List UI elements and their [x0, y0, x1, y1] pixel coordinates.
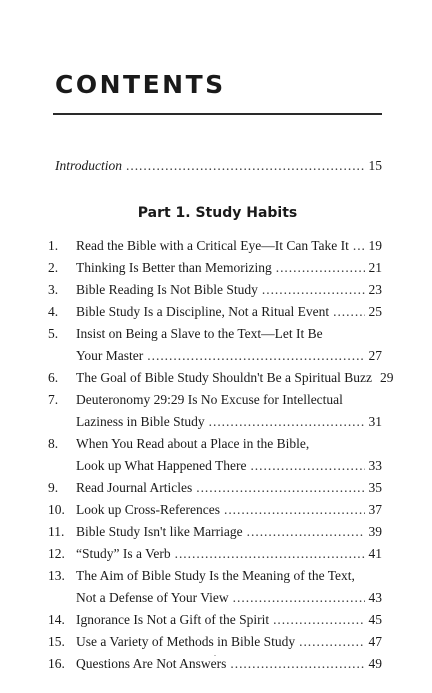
toc-entry-line	[76, 301, 382, 323]
toc-entry-number: 10.	[48, 502, 65, 517]
dot-leader	[147, 345, 364, 367]
toc-page-number: 41	[368, 546, 382, 561]
dot-leader	[224, 499, 365, 521]
toc-entry	[48, 433, 382, 477]
toc-entry-line	[76, 631, 382, 653]
toc-entry-number: 9.	[48, 480, 59, 495]
toc-entry-title: Bible Reading Is Not Bible Study	[76, 282, 258, 297]
toc-entry-body	[76, 389, 382, 433]
toc-entry-line	[76, 521, 382, 543]
toc-entry	[48, 257, 382, 279]
toc-page-number: 33	[368, 458, 382, 473]
toc-entry-line	[76, 477, 382, 499]
heading-rule	[53, 113, 382, 115]
toc-entry	[48, 235, 382, 257]
toc-page-number: 47	[368, 634, 382, 649]
toc-entry-title: Read the Bible with a Critical Eye—It Can Take It	[76, 238, 349, 253]
toc-entry	[48, 499, 382, 521]
toc-page-number: 25	[368, 304, 382, 319]
toc-entry-body	[76, 653, 382, 675]
dot-leader	[233, 587, 365, 609]
page-speck	[214, 655, 216, 656]
toc-entry-line	[76, 609, 382, 631]
toc-entry-number: 13.	[48, 568, 65, 583]
toc-entry-line	[76, 257, 382, 279]
toc-entry-number: 7.	[48, 392, 59, 407]
toc-page-number: 19	[368, 238, 382, 253]
dot-leader	[353, 235, 365, 257]
toc-page-number: 45	[368, 612, 382, 627]
toc-entry-title: Thinking Is Better than Memorizing	[76, 260, 272, 275]
toc-entry-title: Questions Are Not Answers	[76, 656, 227, 671]
toc-entry	[48, 609, 382, 631]
toc-intro-entry	[55, 158, 382, 182]
toc-entry-title: Use a Variety of Methods in Bible Study	[76, 634, 296, 649]
part-heading: Part 1. Study Habits	[137, 205, 298, 221]
toc-page-number: 35	[368, 480, 382, 495]
toc-entry-title: The Aim of Bible Study Is the Meaning of the Text,	[76, 568, 355, 583]
toc-entry-number: 8.	[48, 436, 59, 451]
toc-entry-title: Ignorance Is Not a Gift of the Spirit	[76, 612, 270, 627]
toc-entry-title: Your Master	[76, 348, 144, 363]
toc-entry	[48, 389, 382, 433]
toc-entry-body	[76, 279, 382, 301]
toc-entry	[48, 477, 382, 499]
toc-entry-body	[76, 367, 394, 389]
toc-entry-body	[76, 477, 382, 499]
toc-entry-title: Read Journal Articles	[76, 480, 193, 495]
dot-leader	[262, 279, 365, 301]
toc-entry-line	[76, 235, 382, 257]
toc-page-number: 23	[368, 282, 382, 297]
toc-entry	[48, 521, 382, 543]
toc-entry-body	[76, 631, 382, 653]
toc-entry-body	[76, 235, 382, 257]
toc-entry	[48, 565, 382, 609]
toc-entry-body	[76, 565, 382, 609]
toc-list	[48, 235, 394, 675]
intro-page-number: 15	[368, 158, 382, 173]
dot-leader	[196, 477, 364, 499]
toc-entry-body	[76, 433, 382, 477]
toc-entry	[48, 301, 382, 323]
toc-entry-body	[76, 257, 382, 279]
toc-entry-line	[76, 323, 382, 345]
toc-page-number: 43	[368, 590, 382, 605]
toc-entry-body	[76, 543, 382, 565]
toc-entry-title: Insist on Being a Slave to the Text—Let It Be	[76, 326, 323, 341]
intro-label: Introduction	[55, 158, 122, 173]
toc-entry-title: Bible Study Is a Discipline, Not a Ritual Event	[76, 304, 330, 319]
toc-page-number: 39	[368, 524, 382, 539]
toc-page-number: 29	[380, 370, 394, 385]
toc-entry	[48, 367, 394, 389]
toc-entry-line	[76, 653, 382, 675]
contents-heading: CONTENTS	[55, 70, 226, 99]
toc-entry-line	[76, 565, 382, 587]
toc-entry-line	[76, 455, 382, 477]
toc-entry	[48, 631, 382, 653]
toc-page-number: 31	[368, 414, 382, 429]
dot-leader	[247, 521, 365, 543]
toc-entry-body	[76, 499, 382, 521]
toc-entry-line	[76, 587, 382, 609]
dot-leader	[126, 158, 365, 174]
toc-entry-body	[76, 323, 382, 367]
toc-entry-number: 11.	[48, 524, 65, 539]
toc-entry-title: Not a Defense of Your View	[76, 590, 229, 605]
toc-entry-line	[76, 543, 382, 565]
toc-page-number: 37	[368, 502, 382, 517]
toc-entry-line	[76, 411, 382, 433]
toc-entry-line	[76, 279, 382, 301]
toc-page-number: 49	[368, 656, 382, 671]
toc-entry-line	[76, 433, 382, 455]
dot-leader	[250, 455, 364, 477]
toc-entry	[48, 543, 382, 565]
toc-entry-line	[76, 345, 382, 367]
toc-entry-title: Look up Cross-References	[76, 502, 220, 517]
toc-entry	[48, 279, 382, 301]
toc-entry-line	[76, 389, 382, 411]
toc-entry	[48, 323, 382, 367]
dot-leader	[333, 301, 364, 323]
toc-entry-number: 1.	[48, 238, 59, 253]
dot-leader	[276, 257, 365, 279]
toc-entry-number: 15.	[48, 634, 65, 649]
toc-entry-number: 4.	[48, 304, 59, 319]
toc-entry-line	[76, 367, 394, 389]
toc-entry-body	[76, 609, 382, 631]
toc-page-number: 27	[368, 348, 382, 363]
toc-entry-title: Laziness in Bible Study	[76, 414, 205, 429]
dot-leader	[175, 543, 365, 565]
toc-entry-title: Look up What Happened There	[76, 458, 247, 473]
dot-leader	[273, 609, 364, 631]
dot-leader	[209, 411, 365, 433]
dot-leader	[299, 631, 364, 653]
toc-entry-number: 2.	[48, 260, 59, 275]
toc-entry-number: 16.	[48, 656, 65, 671]
toc-entry-line	[76, 499, 382, 521]
toc-entry-number: 12.	[48, 546, 65, 561]
toc-entry-title: Deuteronomy 29:29 Is No Excuse for Intellectual	[76, 392, 343, 407]
toc-entry-number: 5.	[48, 326, 59, 341]
toc-entry-title: The Goal of Bible Study Shouldn't Be a Spiritual Buzz	[76, 370, 373, 385]
toc-entry	[48, 653, 382, 675]
toc-page-number: 21	[368, 260, 382, 275]
toc-entry-title: When You Read about a Place in the Bible,	[76, 436, 310, 451]
toc-entry-body	[76, 521, 382, 543]
toc-entry-number: 14.	[48, 612, 65, 627]
toc-entry-title: Bible Study Isn't like Marriage	[76, 524, 243, 539]
dot-leader	[230, 653, 364, 675]
toc-entry-body	[76, 301, 382, 323]
toc-entry-title: “Study” Is a Verb	[76, 546, 171, 561]
toc-entry-number: 6.	[48, 370, 59, 385]
toc-entry-number: 3.	[48, 282, 59, 297]
